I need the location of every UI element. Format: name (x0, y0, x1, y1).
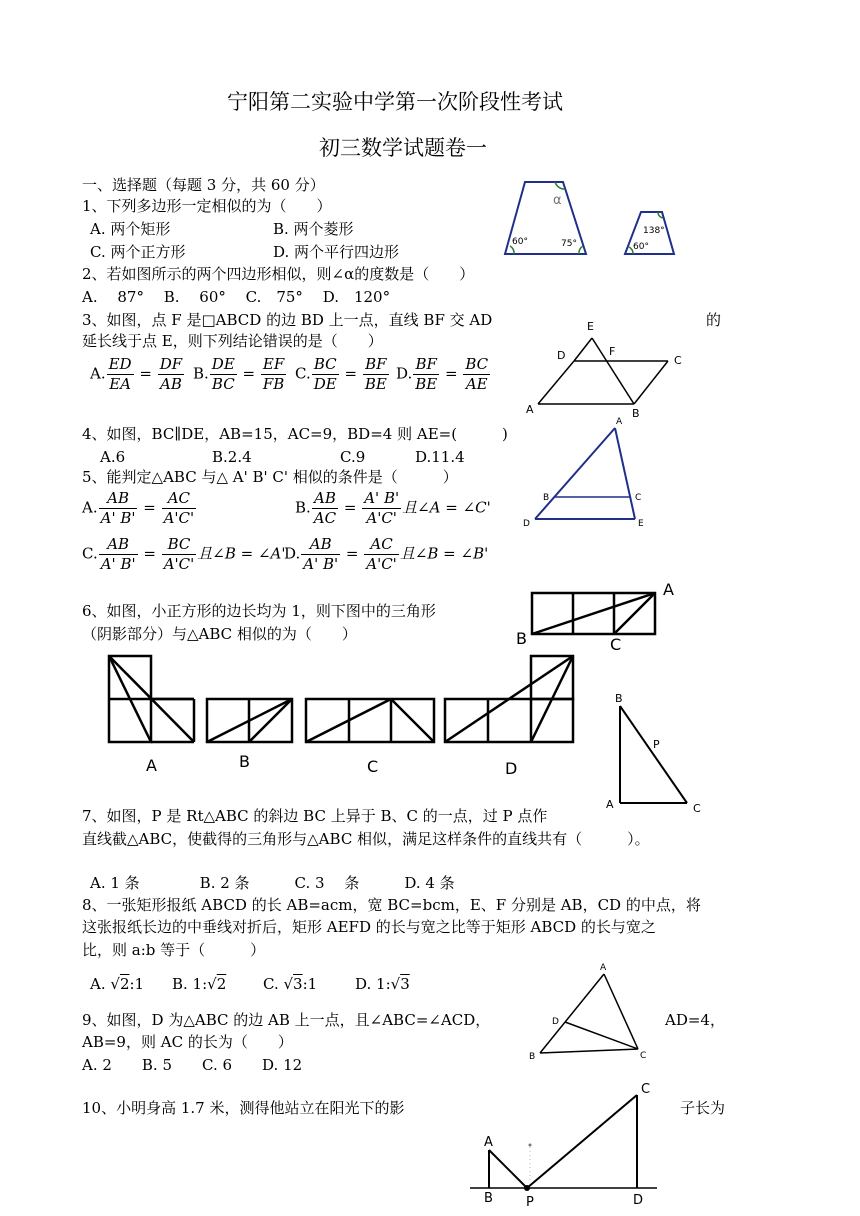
q4-label-c: C (635, 493, 642, 503)
q1-option-a: A. 两个矩形 (90, 220, 171, 238)
q4-label-d: D (523, 519, 530, 529)
q8-option-a: A. √2:1 (90, 975, 145, 993)
q4-label-a: A (616, 417, 623, 427)
q9-stem-c: AB=9，则 AC 的长为（ ） (82, 1033, 293, 1051)
q2-angle-75: 75° (561, 239, 577, 249)
q2-alpha-label: α (553, 193, 562, 208)
q3-option-d: D. $\frac{BF}{BE}$ = $\frac{BC}{AE}$ (396, 355, 489, 393)
q4-stem: 4、如图，BC∥DE，AB=15，AC=9，BD=4 则 AE=( ) (82, 425, 508, 443)
q1-stem: 1、下列多边形一定相似的为（ ） (82, 197, 332, 215)
q7-label-c: C (693, 802, 701, 815)
q8-line1: 8、一张矩形报纸 ABCD 的长 AB=acm，宽 BC=bcm，E、F 分别是 AB，CD 的中点，将 (82, 896, 701, 914)
q6-option-c-label: C (367, 757, 379, 776)
q3-stem-b: 的 (706, 311, 722, 329)
q2-quadrilaterals-figure (500, 178, 680, 258)
q4-triangle-figure (520, 412, 660, 532)
q3-label-c: C (674, 354, 682, 367)
q10-stem-a: 10、小明身高 1.7 米，测得他站立在阳光下的影 (82, 1099, 405, 1117)
q6-stem-a: 6、如图，小正方形的边长均为 1，则下图中的三角形 (82, 602, 436, 620)
q5-option-b: B. $\frac{AB}{AC}$ = $\frac{A' B'}{A'C'}$ 且∠A = ∠C' (295, 489, 491, 527)
q2-stem: 2、若如图所示的两个四边形相似，则∠α的度数是（ ） (82, 265, 475, 283)
q9-options: A. 2 B. 5 C. 6 D. 12 (82, 1056, 303, 1074)
q1-option-b: B. 两个菱形 (273, 220, 354, 238)
q4-option-d: D.11.4 (415, 448, 465, 466)
q1-option-c: C. 两个正方形 (90, 243, 186, 261)
q9-label-d: D (552, 1017, 559, 1027)
q10-label-a: A (484, 1135, 493, 1150)
q10-label-p: P (526, 1195, 534, 1210)
exam-title: 宁阳第二实验中学第一次阶段性考试 (227, 90, 563, 114)
q9-stem-b: AD=4， (665, 1011, 725, 1029)
q10-label-b: B (484, 1191, 493, 1206)
q3-label-e: E (587, 320, 594, 333)
q10-stem-b: 子长为 (680, 1099, 726, 1117)
q6-reference-figure (510, 578, 690, 654)
exam-subtitle: 初三数学试题卷一 (319, 136, 487, 160)
q7-label-a: A (606, 798, 614, 811)
q7-right-triangle-figure (600, 690, 710, 820)
q6-ref-label-b: B (516, 629, 527, 648)
q5-option-d: D. $\frac{AB}{A' B'}$ = $\frac{AC}{A'C'}$ 且∠B = ∠B' (284, 535, 489, 573)
q3-parallelogram-figure (520, 316, 700, 420)
q8-line2: 这张报纸长边的中垂线对折后，矩形 AEFD 的长与宽之比等于矩形 ABCD 的长与宽之 (82, 918, 656, 936)
q9-label-b: B (529, 1052, 536, 1062)
q5-option-c: C. $\frac{AB}{A' B'}$ = $\frac{BC}{A'C'}$ 且∠B = ∠A' (82, 535, 286, 573)
q7-stem-b: 直线截△ABC，使截得的三角形与△ABC 相似，满足这样条件的直线共有（ ）。 (82, 830, 650, 848)
q6-ref-label-c: C (610, 635, 622, 654)
q4-label-e: E (638, 519, 644, 529)
q6-option-a-label: A (146, 756, 157, 775)
q3-option-b: B. $\frac{DE}{BC}$ = $\frac{EF}{FB}$ (193, 355, 285, 393)
q4-option-c: C.9 (340, 448, 366, 466)
q3-label-f: F (609, 345, 616, 358)
q8-line3: 比，则 a:b 等于（ ） (82, 941, 266, 959)
q2-angle-138: 138° (643, 226, 665, 236)
q9-triangle-figure (520, 960, 660, 1066)
q3-stem-c: 延长线于点 E，则下列结论错误的是（ ） (82, 332, 383, 350)
q3-stem-a: 3、如图，点 F 是□ABCD 的边 BD 上一点，直线 BF 交 AD (82, 311, 493, 329)
q3-option-c: C. $\frac{BC}{DE}$ = $\frac{BF}{BE}$ (295, 355, 387, 393)
q4-option-b: B.2.4 (212, 448, 252, 466)
q9-label-a: A (600, 963, 607, 973)
q6-option-d-label: D (505, 759, 518, 778)
q2-options: A. 87° B. 60° C. 75° D. 120° (82, 288, 391, 306)
section-heading: 一、选择题（每题 3 分，共 60 分） (82, 176, 325, 194)
q4-label-b: B (543, 493, 550, 503)
q2-angle-60: 60° (512, 237, 528, 247)
q6-option-b-label: B (239, 752, 250, 771)
q6-stem-b: （阴影部分）与△ABC 相似的为（ ） (82, 625, 357, 643)
q8-option-b: B. 1:√2 (172, 975, 227, 993)
q7-label-b: B (615, 692, 623, 705)
q9-label-c: C (640, 1051, 647, 1061)
q3-label-d: D (557, 349, 566, 362)
q7-stem-a: 7、如图，P 是 Rt△ABC 的斜边 BC 上异于 B、C 的一点，过 P 点作 (82, 807, 548, 825)
q7-label-p: P (653, 738, 660, 751)
q3-option-a: A. $\frac{ED}{EA}$ = $\frac{DF}{AB}$ (90, 355, 183, 393)
q6-ref-label-a: A (663, 580, 674, 599)
q10-shadow-figure (465, 1075, 665, 1216)
q3-label-a: A (526, 403, 534, 416)
q9-stem-a: 9、如图，D 为△ABC 的边 AB 上一点，且∠ABC=∠ACD， (82, 1011, 491, 1029)
q10-label-c: C (641, 1082, 651, 1097)
q10-label-d: D (633, 1193, 644, 1208)
q5-stem: 5、能判定△ABC 与△ A' B' C' 相似的条件是（ ） (82, 468, 458, 486)
q7-options: A. 1 条 B. 2 条 C. 3 条 D. 4 条 (90, 874, 455, 892)
q2-angle-60-small: 60° (633, 242, 649, 252)
q5-option-a: A. $\frac{AB}{A' B'}$ = $\frac{AC}{A'C'}$ (82, 489, 195, 527)
q3-label-b: B (632, 407, 640, 420)
q8-option-c: C. √3:1 (263, 975, 318, 993)
q6-options-figure (100, 650, 580, 780)
q8-option-d: D. 1:√3 (355, 975, 410, 993)
q1-option-d: D. 两个平行四边形 (273, 243, 400, 261)
q4-option-a: A.6 (100, 448, 126, 466)
